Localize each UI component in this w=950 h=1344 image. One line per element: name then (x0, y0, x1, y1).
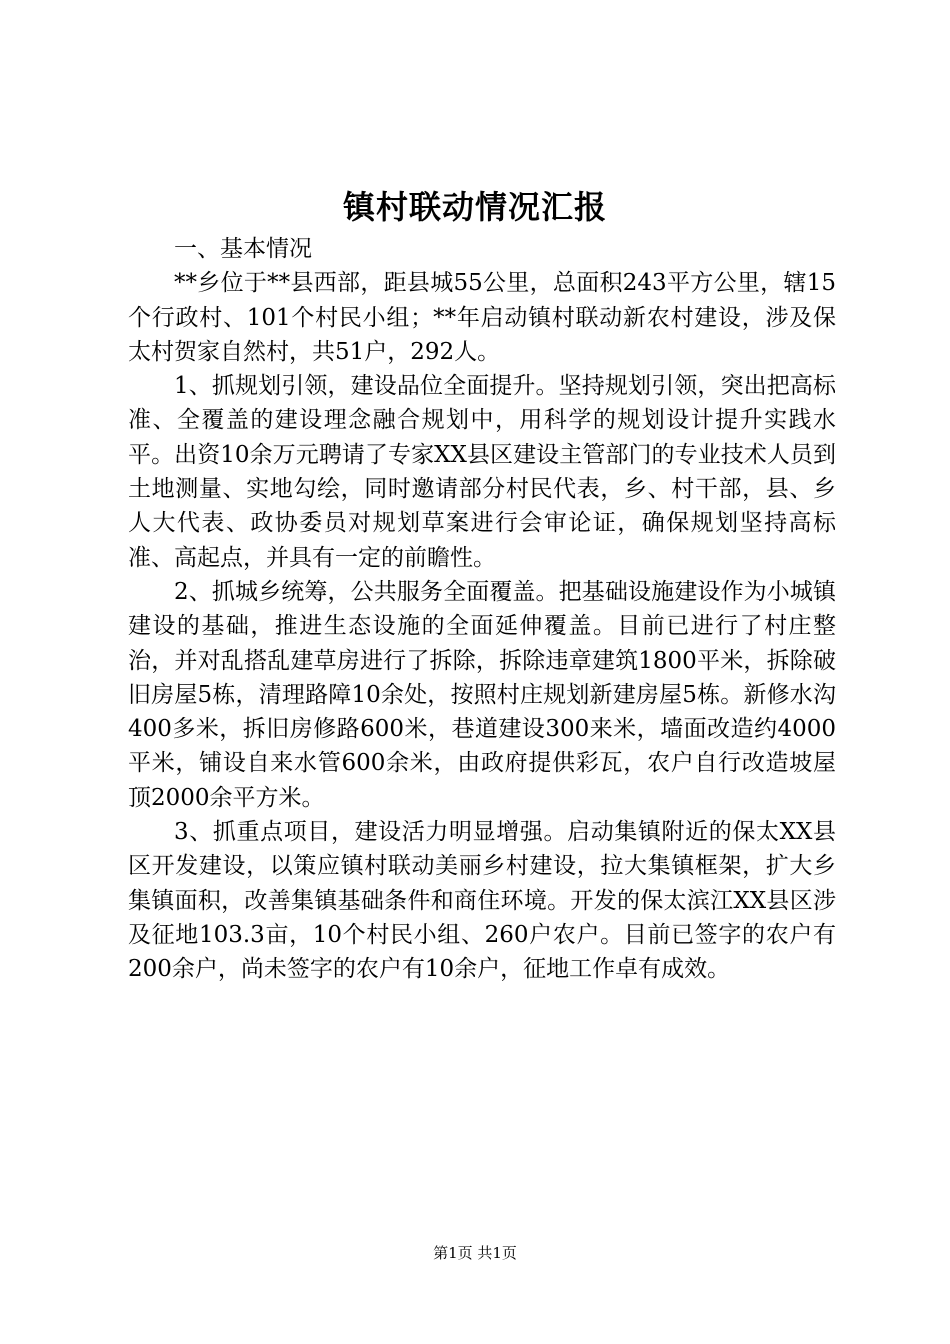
document-body (128, 232, 836, 987)
page-footer: 第1页 共1页 (433, 1244, 517, 1262)
paragraph-key-projects: 3、抓重点项目，建设活力明显增强。启动集镇附近的保太XX县区开发建设，以策应镇村联动美丽乡村建设，拉大集镇框架，扩大乡集镇面积，改善集镇基础条件和商住环境。开发的保太滨江XX县区涉及征地103.3亩，10个村民小组、260户农户。目前已签字的农户有200余户，尚未签字的农户有10余户，征地工作卓有成效。 (128, 819, 836, 983)
paragraph-urban-rural: 2、抓城乡统筹，公共服务全面覆盖。把基础设施建设作为小城镇建设的基础，推进生态设施的全面延伸覆盖。目前已进行了村庄整治，并对乱搭乱建草房进行了拆除，拆除违章建筑1800平米，拆除破旧房屋5栋，清理路障10余处，按照村庄规划新建房屋5栋。新修水沟400多米，拆旧房修路600米，巷道建设300来米，墙面改造约4000平米，铺设自来水管600余米，由政府提供彩瓦，农户自行改造坡屋顶2000余平方米。 (128, 578, 836, 811)
section-heading: 一、基本情况 (174, 236, 312, 262)
paragraph-planning: 1、抓规划引领，建设品位全面提升。坚持规划引领，突出把高标准、全覆盖的建设理念融合规划中，用科学的规划设计提升实践水平。出资10余万元聘请了专家XX县区建设主管部门的专业技术人员到土地测量、实地勾绘，同时邀请部分村民代表，乡、村干部，县、乡人大代表、政协委员对规划草案进行会审论证，确保规划坚持高标准、高起点，并具有一定的前瞻性。 (128, 373, 836, 571)
paragraph-basic-info: **乡位于**县西部，距县城55公里，总面积243平方公里，辖15个行政村、101个村民小组；**年启动镇村联动新农村建设，涉及保太村贺家自然村，共51户，292人。 (128, 270, 836, 365)
document-title: 镇村联动情况汇报 (342, 188, 607, 226)
